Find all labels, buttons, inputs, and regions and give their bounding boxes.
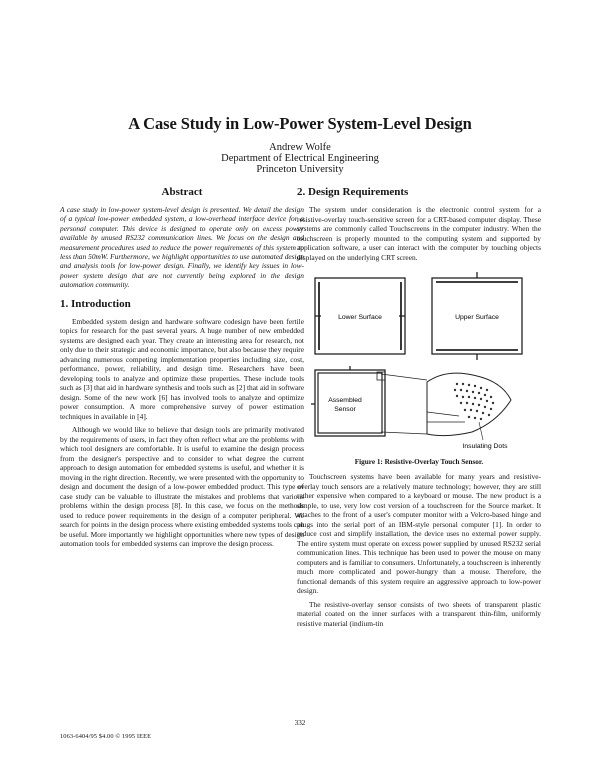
intro-heading: 1. Introduction <box>60 297 131 310</box>
requirements-paragraph-3: The resistive-overlay sensor consists of two sheets of transparent plastic material coated on the inner surfaces with a transparent thin-film, uniformly resistive material (indium-tin <box>297 599 541 628</box>
right-column <box>297 186 541 632</box>
copyright-code: 1063-6404/95 $4.00 © 1995 IEEE <box>60 733 152 740</box>
left-column <box>60 186 304 553</box>
page-number: 332 <box>294 719 306 727</box>
author-block <box>0 142 600 175</box>
upper-surface-label: Upper Surface <box>455 314 499 321</box>
paper-title: A Case Study in Low-Power System-Level Design <box>128 114 472 133</box>
insulating-dots <box>454 383 494 420</box>
author-name: Andrew Wolfe <box>269 142 331 153</box>
requirements-heading: 2. Design Requirements <box>297 186 409 198</box>
figure-diagram <box>297 272 541 454</box>
lower-surface-label: Lower Surface <box>338 314 382 321</box>
abstract-heading: Abstract <box>161 186 203 198</box>
author-department: Department of Electrical Engineering <box>221 153 379 164</box>
requirements-paragraph-2: Touchscreen systems have been available for many years and resistive-overlay touch sensors are a relatively mature technology; however, they are still rather expensive when compared to a keyboard or mouse. The new product is a simple, to use, very low cost version of a touchscreen for the Source market. It attaches to the front of a user's computer monitor with a Velcro-based hinge and plugs into the serial port of an IBM-style personal computer [1]. In order to reduce cost and simplify installation, the device uses no external power supply. The entire system must operate on excess power supplied by unused RS232 serial communication lines. This technique has been used to power the mouse on many computers and is familiar to consumers. Unfortunately, a touchscreen is inherently much more complicated and power-hungry than a mouse. Therefore, the functional demands of this system require an aggressive approach to low-power design. <box>297 472 541 595</box>
figure-touch-sensor <box>297 272 541 454</box>
abstract-text: A case study in low-power system-level design is presented. We detail the design of a typical low-power embedded system, a low-overhead interface device for a personal computer. This device is designed to operate only on excess power available by unused RS232 communication lines. We focus on the design and measurement procedures used to reduce the power requirements of this system to less than 50mW. Furthermore, we highlight opportunities to use automated design and analysis tools for low-power design. Finally, we identify key issues in low-power system design that are not currently being explored in the design automation community. <box>60 205 304 290</box>
intro-paragraph-1: Embedded system design and hardware software codesign have been fertile topics for research for the past several years. A huge number of new embedded systems are designed each year. They create an interesting area for research, not only due to their strategic and economic importance, but also because they require advancing numerous competing implementation properties including size, cost, performance, power, reliability, and design time. Researchers have been developing tools to analyze and optimize these properties. These include tools such as [3] that aid in hardware synthesis and tools such as [2] that aid in software design. Some of the new work [6] has involved tools to analyze and optimize power consumption. A more comprehensive survey of power estimation techniques in available in [4]. <box>60 316 304 421</box>
figure-caption: Figure 1: Resistive-Overlay Touch Sensor. <box>354 458 484 466</box>
requirements-paragraph-1: The system under consideration is the electronic control system for a resistive-overlay touch-sensitive screen for a CRT-based computer display. These systems are commonly called Touchscreens in the computer industry. When the touchscreen is properly mounted to the computing system and supported by application software, a user can interact with the computer by touching objects displayed on the underlying CRT screen. <box>297 205 541 262</box>
assembled-label-line2: Sensor <box>334 406 356 413</box>
insulating-dots-label: Insulating Dots <box>462 443 508 450</box>
author-university: Princeton University <box>256 164 344 175</box>
assembled-label-line1: Assembled <box>328 397 362 404</box>
intro-paragraph-2: Although we would like to believe that design tools are primarily motivated by the requirements of users, in fact they often reflect what are the problems with which tool designers are comfortable. It is useful to examine the design process from the designer's perspective and to consider to what degree the current approach to design automation for embedded systems is useful, and whether it is moving in the right direction. Recently, we were presented with the opportunity to design and document the design of a low-power embedded product. This type of case study can be valuable to illustrate the mistakes and problems that various problems within the design process [8]. In this case, we focus on the methods used to reduce power requirements in the design of a computer peripheral. We search for points in the design process where existing embedded systems tools can be useful. More importantly we highlight opportunities where new types of design automation tools for embedded systems can improve the design process. <box>60 425 304 549</box>
